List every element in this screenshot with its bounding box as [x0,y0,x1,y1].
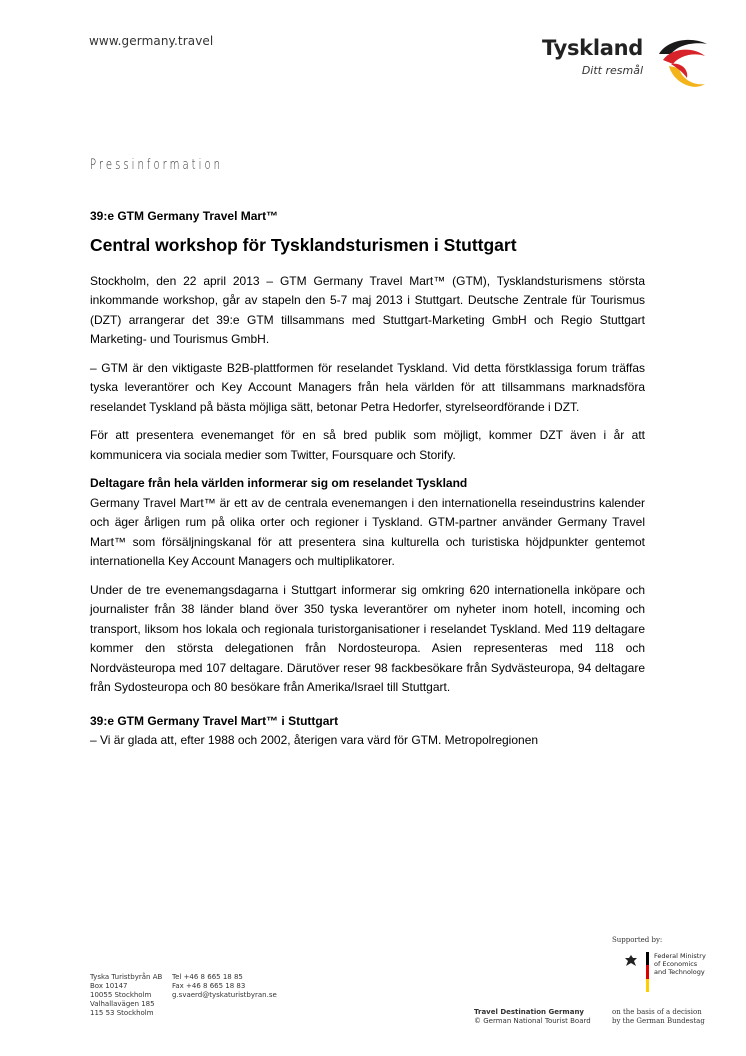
eagle-swirl-icon [649,34,715,94]
contact-phone: Tel +46 8 665 18 85 [172,973,243,981]
ministry-name [654,952,706,976]
ministry-line: of Economics [654,960,698,968]
ministry-logo [624,952,724,1000]
address-line: Tyska Turistbyrån AB [90,973,163,981]
address-line: Box 10147 [90,982,128,990]
ministry-line: Federal Ministry [654,952,706,960]
footer-address [90,973,162,1018]
paragraph: – Vi är glada att, efter 1988 och 2002, återigen vara värd för GTM. Metropolregionen [90,733,539,747]
logo-title: Tyskland [542,36,643,60]
address-line: Valhallavägen 185 [90,1000,155,1008]
paragraph: Under de tre evenemangsdagarna i Stuttgart informerar sig omkring 620 internationella inköpare och journalister från 38 länder bland över 350 tyska leverantörer om nyheter inom hotell, incoming och transport, liksom hos lokala och regionala turistorganisationer i reselandet Tyskland. Med 119 deltagare kommer den största delegationen från Nordosteuropa. Asien representeras med 118 och Nordvästeuropa med 107 deltagare. Därutöver reser 98 fackbesökare från Sydvästeuropa, 94 deltagare från Sydosteuropa och 80 besökare från Amerika/Israel till Stuttgart. [90,582,645,694]
article-kicker: 39:e GTM Germany Travel Mart™ [90,209,279,223]
section-heading: Deltagare från hela världen informerar sig om reselandet Tyskland [90,476,468,490]
tyskland-logo [542,34,715,94]
address-line: 115 53 Stockholm [90,1009,154,1017]
footer-travel-destination [474,1008,591,1025]
article-body [90,207,645,760]
footer-contact [172,973,277,1000]
paragraph: Germany Travel Mart™ är ett av de centrala evenemangen i den internationella reseindustrins kalender och äger årligen rum på olika orter och regioner i Tyskland. GTM-partner använder Germany Travel Mart™ som försäljningskanal för att presentera sina kulturella och turistiska höjdpunkter gentemot internationella Key Account Managers och multiplikatorer. [90,495,645,568]
address-line: 10055 Stockholm [90,991,152,999]
tdg-name: Travel Destination Germany [474,1008,584,1016]
url-text[interactable]: www.germany.travel [89,34,214,48]
contact-fax: Fax +46 8 665 18 83 [172,982,246,990]
paragraph: Stockholm, den 22 april 2013 – GTM Germany Travel Mart™ (GTM), Tysklandsturismens största inkommande workshop, går av stapeln den 5-7 maj 2013 i Stuttgart. Deutsche Zentrale für Tourismus (DZT) arrangerar det 39:e GTM tillsammans med Stuttgart-Marketing GmbH och Regio Stuttgart Marketing- und Tourismus GmbH. [90,273,645,346]
federal-eagle-icon [624,954,638,968]
ministry-line: and Technology [654,968,705,976]
section-heading: 39:e GTM Germany Travel Mart™ i Stuttgart [90,713,339,728]
contact-email[interactable]: g.svaerd@tyskaturistbyran.se [172,991,277,999]
bundestag-note [612,1008,705,1025]
supported-by-label: Supported by: [612,936,663,944]
tdg-board: © German National Tourist Board [474,1016,591,1025]
article-headline: Central workshop för Tysklandsturismen i Stuttgart [90,234,517,255]
german-flag-bar [646,952,649,992]
paragraph: – GTM är den viktigaste B2B-plattformen för reselandet Tyskland. Vid detta förstklassiga forum träffas tyska leverantörer och Key Account Managers från hela världen för att tillsammans marknadsföra reselandet Tyskland på bästa möjliga sätt, betonar Petra Hedorfer, styrelseordförande i DZT. [90,360,645,414]
bundestag-line: by the German Bundestag [612,1016,705,1025]
press-information-label: Pressinformation [90,157,224,173]
paragraph: För att presentera evenemanget för en så bred publik som möjligt, kommer DZT även i år att kommunicera via sociala medier som Twitter, Foursquare och Storify. [90,428,645,462]
bundestag-line: on the basis of a decision [612,1008,702,1016]
logo-subtitle: Ditt resmål [581,64,643,77]
